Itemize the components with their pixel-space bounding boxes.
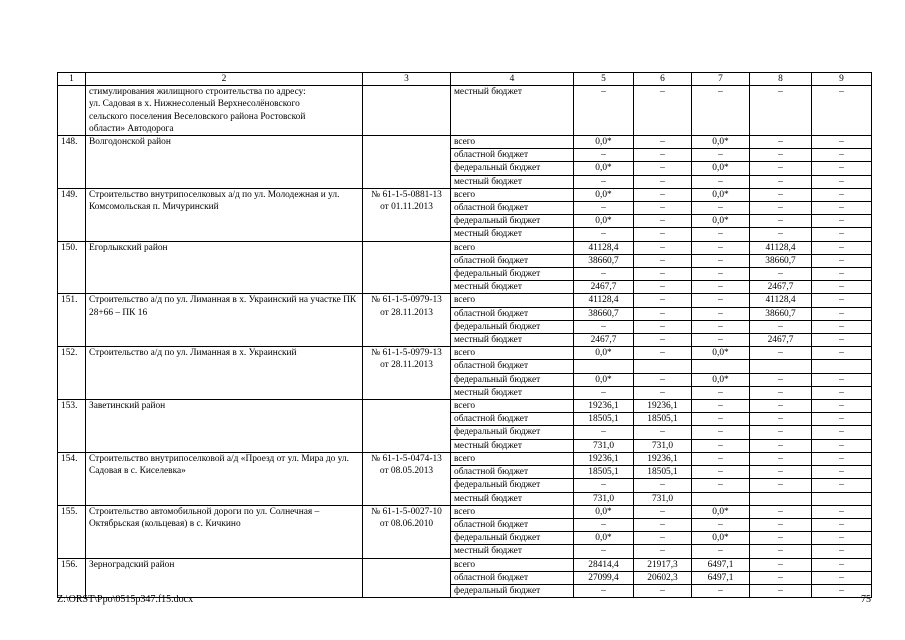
value-cell: – — [812, 558, 872, 571]
document-cell: № 61-1-5-0474-13 от 08.05.2013 — [363, 452, 451, 505]
value-cell: 0,0* — [574, 505, 634, 518]
value-cell: 41128,4 — [750, 241, 812, 254]
object-name-cell: Строительство а/д по ул. Лиманная в х. Украинский — [86, 347, 363, 400]
budget-source-cell: местный бюджет — [451, 228, 574, 241]
value-cell: – — [812, 426, 872, 439]
budget-source-cell: местный бюджет — [451, 281, 574, 294]
budget-source-cell: областной бюджет — [451, 360, 574, 373]
value-cell: 38660,7 — [574, 307, 634, 320]
value-cell: – — [812, 466, 872, 479]
budget-source-cell: всего — [451, 452, 574, 465]
value-cell: – — [692, 466, 750, 479]
value-cell: – — [634, 334, 692, 347]
budget-source-cell: областной бюджет — [451, 571, 574, 584]
value-cell — [750, 360, 812, 373]
value-cell: 0,0* — [574, 136, 634, 149]
value-cell: – — [812, 149, 872, 162]
table-row — [58, 505, 872, 518]
value-cell: – — [812, 571, 872, 584]
value-cell: – — [812, 320, 872, 333]
row-number-cell: 155. — [58, 505, 86, 558]
value-cell: – — [750, 202, 812, 215]
object-name-cell: Строительство внутрипоселковых а/д по ул. Молодежная и ул. Комсомольская п. Мичуринский — [86, 188, 363, 241]
budget-table — [57, 72, 872, 598]
value-cell: – — [750, 532, 812, 545]
value-cell — [750, 492, 812, 505]
value-cell: – — [634, 320, 692, 333]
value-cell: – — [692, 413, 750, 426]
object-name-cell: Строительство автомобильной дороги по ул. Солнечная – Октябрьская (кольцевая) в с. Кичкино — [86, 505, 363, 558]
value-cell: – — [692, 426, 750, 439]
budget-source-cell: федеральный бюджет — [451, 426, 574, 439]
value-cell: – — [634, 584, 692, 597]
value-cell: – — [574, 202, 634, 215]
value-cell: – — [692, 294, 750, 307]
table-row — [58, 188, 872, 201]
column-number-header — [58, 73, 872, 86]
value-cell: 0,0* — [574, 347, 634, 360]
value-cell: – — [812, 545, 872, 558]
document-cell: № 61-1-5-0027-10 от 08.06.2010 — [363, 505, 451, 558]
budget-source-cell: местный бюджет — [451, 175, 574, 188]
value-cell: 18505,1 — [574, 413, 634, 426]
value-cell: 20602,3 — [634, 571, 692, 584]
value-cell: – — [634, 202, 692, 215]
budget-source-cell: местный бюджет — [451, 86, 574, 136]
value-cell: – — [750, 386, 812, 399]
document-cell: № 61-1-5-0979-13 от 28.11.2013 — [363, 294, 451, 347]
object-name-cell: Строительство а/д по ул. Лиманная в х. Украинский на участке ПК 28+66 – ПК 16 — [86, 294, 363, 347]
value-cell: – — [634, 162, 692, 175]
budget-source-cell: всего — [451, 136, 574, 149]
value-cell: – — [692, 545, 750, 558]
value-cell: – — [812, 86, 872, 136]
value-cell: – — [750, 571, 812, 584]
value-cell: – — [812, 584, 872, 597]
header-cell: 7 — [692, 73, 750, 86]
value-cell: – — [634, 281, 692, 294]
value-cell: – — [750, 215, 812, 228]
value-cell: – — [750, 228, 812, 241]
budget-source-cell: федеральный бюджет — [451, 373, 574, 386]
value-cell: – — [634, 518, 692, 531]
document-cell — [363, 400, 451, 453]
value-cell: 19236,1 — [574, 452, 634, 465]
value-cell: – — [750, 452, 812, 465]
value-cell: 38660,7 — [574, 254, 634, 267]
value-cell: 2467,7 — [574, 281, 634, 294]
value-cell: – — [574, 149, 634, 162]
value-cell: – — [750, 188, 812, 201]
value-cell: 19236,1 — [574, 400, 634, 413]
value-cell: – — [812, 254, 872, 267]
value-cell: – — [692, 439, 750, 452]
value-cell: – — [692, 400, 750, 413]
document-cell: № 61-1-5-0881-13 от 01.11.2013 — [363, 188, 451, 241]
value-cell: – — [634, 307, 692, 320]
value-cell: – — [750, 86, 812, 136]
value-cell: – — [812, 215, 872, 228]
footer-file-path: Z:\ORST\Ppo\0515p347.f15.docx — [57, 594, 194, 605]
value-cell: – — [634, 505, 692, 518]
value-cell: 731,0 — [634, 439, 692, 452]
value-cell: – — [634, 215, 692, 228]
object-name-cell: Строительство внутрипоселковой а/д «Проезд от ул. Мира до ул. Садовая в с. Киселевка» — [86, 452, 363, 505]
value-cell — [812, 492, 872, 505]
budget-source-cell: областной бюджет — [451, 413, 574, 426]
continuation-row — [58, 86, 872, 136]
value-cell: – — [692, 202, 750, 215]
header-cell: 1 — [58, 73, 86, 86]
value-cell: – — [634, 228, 692, 241]
value-cell: – — [812, 136, 872, 149]
value-cell: 0,0* — [692, 136, 750, 149]
header-cell: 5 — [574, 73, 634, 86]
row-number-cell: 150. — [58, 241, 86, 294]
value-cell: – — [574, 228, 634, 241]
value-cell: – — [812, 175, 872, 188]
value-cell: – — [750, 479, 812, 492]
value-cell: – — [634, 241, 692, 254]
value-cell: – — [574, 518, 634, 531]
row-number-cell: 154. — [58, 452, 86, 505]
value-cell: 0,0* — [692, 373, 750, 386]
value-cell: – — [812, 413, 872, 426]
value-cell: – — [812, 162, 872, 175]
object-name-cell: Волгодонской район — [86, 136, 363, 189]
value-cell: – — [634, 136, 692, 149]
budget-source-cell: федеральный бюджет — [451, 162, 574, 175]
value-cell: – — [750, 175, 812, 188]
value-cell: – — [750, 136, 812, 149]
value-cell: – — [692, 254, 750, 267]
value-cell: – — [692, 518, 750, 531]
value-cell: – — [634, 175, 692, 188]
header-cell: 2 — [86, 73, 363, 86]
name-line: области» Автодорога — [89, 123, 174, 134]
value-cell: – — [574, 479, 634, 492]
budget-source-cell: областной бюджет — [451, 518, 574, 531]
value-cell: – — [750, 268, 812, 281]
value-cell: – — [634, 188, 692, 201]
value-cell: 0,0* — [692, 347, 750, 360]
row-number-cell: 151. — [58, 294, 86, 347]
budget-source-cell: областной бюджет — [451, 307, 574, 320]
value-cell: 28414,4 — [574, 558, 634, 571]
budget-source-cell: областной бюджет — [451, 466, 574, 479]
budget-source-cell: федеральный бюджет — [451, 532, 574, 545]
value-cell: 2467,7 — [750, 334, 812, 347]
value-cell: – — [634, 347, 692, 360]
row-number-cell: 153. — [58, 400, 86, 453]
object-name-cell: Зерноградский район — [86, 558, 363, 598]
value-cell: 0,0* — [574, 188, 634, 201]
value-cell: – — [574, 426, 634, 439]
table-row — [58, 558, 872, 571]
value-cell: – — [812, 281, 872, 294]
budget-source-cell: областной бюджет — [451, 254, 574, 267]
value-cell: – — [750, 439, 812, 452]
row-number-cell: 148. — [58, 136, 86, 189]
value-cell: – — [634, 545, 692, 558]
value-cell: – — [750, 584, 812, 597]
value-cell: – — [750, 347, 812, 360]
value-cell: 41128,4 — [574, 241, 634, 254]
table-row — [58, 136, 872, 149]
budget-source-cell: всего — [451, 294, 574, 307]
header-cell: 9 — [812, 73, 872, 86]
value-cell: 18505,1 — [574, 466, 634, 479]
value-cell: – — [750, 320, 812, 333]
value-cell: 19236,1 — [634, 452, 692, 465]
table-row — [58, 241, 872, 254]
value-cell: – — [634, 386, 692, 399]
budget-source-cell: местный бюджет — [451, 492, 574, 505]
value-cell: – — [750, 545, 812, 558]
document-cell — [363, 558, 451, 598]
value-cell: – — [812, 228, 872, 241]
name-line: ул. Садовая в х. Нижнесоленый Верхнесолёновского — [89, 99, 300, 110]
value-cell: – — [750, 413, 812, 426]
budget-source-cell: местный бюджет — [451, 439, 574, 452]
value-cell: – — [812, 439, 872, 452]
value-cell: – — [574, 175, 634, 188]
value-cell: 0,0* — [692, 162, 750, 175]
value-cell: – — [812, 294, 872, 307]
row-number-cell: 149. — [58, 188, 86, 241]
header-cell: 6 — [634, 73, 692, 86]
value-cell: – — [750, 466, 812, 479]
value-cell: 0,0* — [574, 215, 634, 228]
budget-source-cell: областной бюджет — [451, 149, 574, 162]
value-cell: – — [812, 386, 872, 399]
name-line: сельского поселения Веселовского района Ростовской — [89, 111, 306, 122]
budget-source-cell: всего — [451, 400, 574, 413]
value-cell: – — [692, 86, 750, 136]
row-number-cell: 156. — [58, 558, 86, 598]
budget-source-cell: федеральный бюджет — [451, 584, 574, 597]
value-cell: 38660,7 — [750, 254, 812, 267]
value-cell: 731,0 — [634, 492, 692, 505]
value-cell: – — [692, 479, 750, 492]
budget-source-cell: федеральный бюджет — [451, 320, 574, 333]
value-cell: – — [634, 254, 692, 267]
value-cell: – — [692, 452, 750, 465]
name-line: стимулирования жилищного строительства по адресу: — [89, 87, 306, 98]
value-cell: 38660,7 — [750, 307, 812, 320]
value-cell: – — [750, 149, 812, 162]
value-cell: – — [750, 373, 812, 386]
value-cell: 6497,1 — [692, 571, 750, 584]
value-cell: – — [634, 479, 692, 492]
value-cell: – — [812, 268, 872, 281]
value-cell: – — [574, 320, 634, 333]
budget-source-cell: всего — [451, 558, 574, 571]
value-cell: – — [574, 545, 634, 558]
value-cell: 0,0* — [574, 162, 634, 175]
value-cell: 0,0* — [574, 373, 634, 386]
value-cell: – — [812, 202, 872, 215]
value-cell: – — [692, 281, 750, 294]
value-cell: – — [692, 175, 750, 188]
value-cell: – — [812, 400, 872, 413]
value-cell: 18505,1 — [634, 466, 692, 479]
document-cell — [363, 241, 451, 294]
value-cell: – — [634, 532, 692, 545]
value-cell: 731,0 — [574, 492, 634, 505]
table-row — [58, 347, 872, 360]
value-cell: 19236,1 — [634, 400, 692, 413]
value-cell: 18505,1 — [634, 413, 692, 426]
value-cell — [692, 492, 750, 505]
value-cell: – — [574, 86, 634, 136]
value-cell: 0,0* — [692, 215, 750, 228]
value-cell: 21917,3 — [634, 558, 692, 571]
value-cell: 2467,7 — [574, 334, 634, 347]
value-cell: – — [750, 400, 812, 413]
value-cell: – — [692, 241, 750, 254]
value-cell: 41128,4 — [750, 294, 812, 307]
value-cell: 6497,1 — [692, 558, 750, 571]
value-cell: – — [692, 149, 750, 162]
value-cell: – — [812, 532, 872, 545]
value-cell: – — [812, 518, 872, 531]
value-cell: – — [692, 584, 750, 597]
value-cell: – — [812, 334, 872, 347]
value-cell: – — [750, 505, 812, 518]
budget-source-cell: федеральный бюджет — [451, 268, 574, 281]
value-cell: 731,0 — [574, 439, 634, 452]
value-cell: – — [574, 268, 634, 281]
value-cell: – — [634, 268, 692, 281]
budget-source-cell: местный бюджет — [451, 545, 574, 558]
object-name-cell — [86, 86, 363, 136]
value-cell: – — [812, 373, 872, 386]
value-cell: – — [634, 426, 692, 439]
value-cell: – — [692, 268, 750, 281]
value-cell: – — [692, 228, 750, 241]
value-cell: – — [812, 479, 872, 492]
row-number-cell: 152. — [58, 347, 86, 400]
table-row — [58, 452, 872, 465]
header-cell: 3 — [363, 73, 451, 86]
value-cell: – — [750, 426, 812, 439]
value-cell: – — [812, 188, 872, 201]
value-cell: – — [812, 241, 872, 254]
value-cell: 2467,7 — [750, 281, 812, 294]
value-cell: – — [812, 505, 872, 518]
value-cell: – — [692, 334, 750, 347]
header-cell: 4 — [451, 73, 574, 86]
budget-source-cell: федеральный бюджет — [451, 479, 574, 492]
value-cell: 0,0* — [692, 188, 750, 201]
value-cell: – — [574, 386, 634, 399]
value-cell: 27099,4 — [574, 571, 634, 584]
value-cell: – — [634, 149, 692, 162]
document-cell: № 61-1-5-0979-13 от 28.11.2013 — [363, 347, 451, 400]
value-cell: – — [692, 307, 750, 320]
budget-source-cell: всего — [451, 505, 574, 518]
value-cell: – — [750, 518, 812, 531]
value-cell — [812, 360, 872, 373]
value-cell: – — [692, 386, 750, 399]
value-cell: – — [574, 584, 634, 597]
budget-source-cell: всего — [451, 241, 574, 254]
budget-source-cell: областной бюджет — [451, 202, 574, 215]
value-cell: – — [634, 294, 692, 307]
value-cell: 0,0* — [574, 532, 634, 545]
table-row — [58, 400, 872, 413]
value-cell: – — [692, 320, 750, 333]
value-cell: – — [750, 162, 812, 175]
value-cell: – — [812, 347, 872, 360]
budget-source-cell: местный бюджет — [451, 334, 574, 347]
budget-source-cell: всего — [451, 347, 574, 360]
row-number-cell — [58, 86, 86, 136]
budget-source-cell: местный бюджет — [451, 386, 574, 399]
value-cell: 0,0* — [692, 532, 750, 545]
value-cell: – — [634, 373, 692, 386]
value-cell — [692, 360, 750, 373]
budget-source-cell: федеральный бюджет — [451, 215, 574, 228]
document-cell — [363, 136, 451, 189]
document-cell — [363, 86, 451, 136]
budget-source-cell: всего — [451, 188, 574, 201]
value-cell: 41128,4 — [574, 294, 634, 307]
header-cell: 8 — [750, 73, 812, 86]
value-cell: – — [634, 86, 692, 136]
value-cell: – — [812, 452, 872, 465]
page-number: 75 — [861, 594, 871, 605]
value-cell — [574, 360, 634, 373]
value-cell — [634, 360, 692, 373]
value-cell: – — [812, 307, 872, 320]
value-cell: – — [750, 558, 812, 571]
table-row — [58, 294, 872, 307]
value-cell: 0,0* — [692, 505, 750, 518]
object-name-cell: Заветинский район — [86, 400, 363, 453]
object-name-cell: Егорлыкский район — [86, 241, 363, 294]
